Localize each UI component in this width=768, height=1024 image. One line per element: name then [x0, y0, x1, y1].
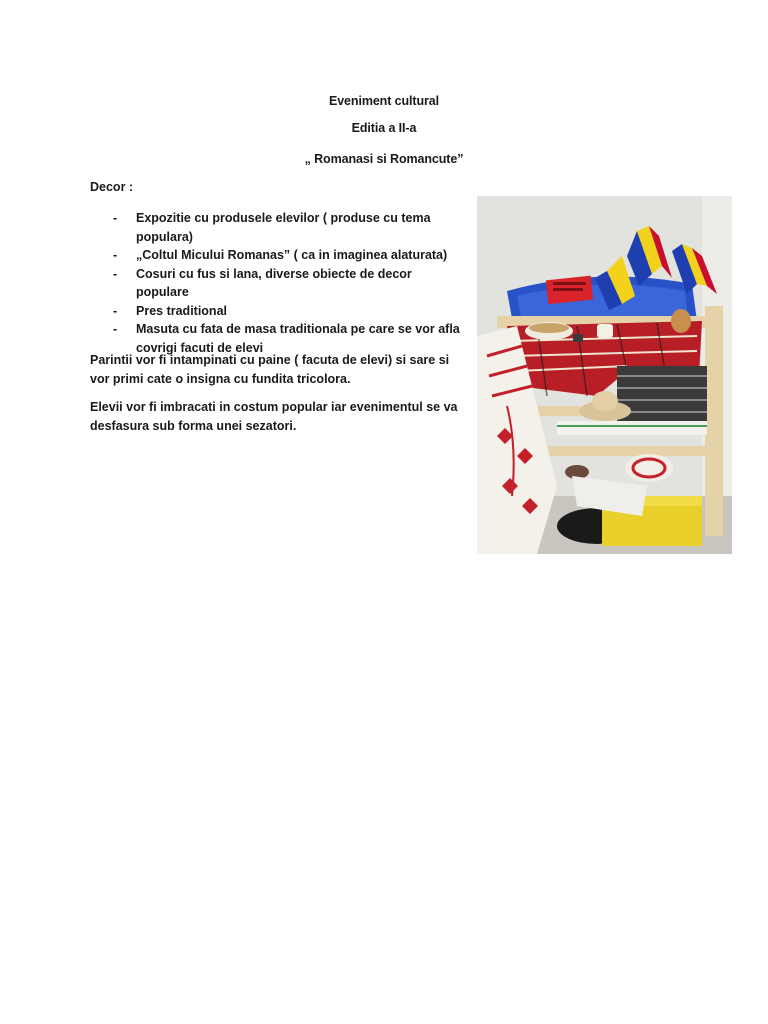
document-title: Eveniment cultural: [328, 94, 440, 108]
dash-bullet: -: [113, 303, 118, 318]
list-item-text: „Coltul Micului Romanas” ( ca in imaginea alaturata): [136, 248, 448, 262]
edition-line: Editia a II-a: [351, 121, 417, 135]
decor-list: [90, 209, 460, 357]
paragraph-students: Elevii vor fi imbracati in costum popular iar evenimentul se va desfasura sub forma unei sezatori.: [90, 400, 458, 433]
list-item: [90, 246, 460, 265]
dash-bullet: -: [113, 266, 118, 281]
list-item: [90, 302, 460, 321]
event-name: „ Romanasi si Romancute”: [304, 152, 464, 166]
dash-bullet: -: [113, 322, 118, 336]
folk-corner-photo-drawing: [477, 196, 732, 554]
list-item-text: Cosuri cu fus si lana, diverse obiecte de decor populare: [136, 266, 412, 299]
list-item-text: Expozitie cu produsele elevilor ( produse cu tema populara): [136, 211, 431, 244]
folk-corner-photo: [477, 196, 732, 554]
list-item-text: Masuta cu fata de masa traditionala pe care se vor afla covrigi facuti de elevi: [136, 322, 460, 355]
decor-heading: Decor :: [90, 180, 134, 194]
list-item: [90, 265, 460, 302]
list-item: [90, 209, 460, 246]
dash-bullet: -: [113, 211, 118, 225]
dash-bullet: -: [113, 248, 118, 262]
paragraph-parents: Parintii vor fi intampinati cu paine ( facuta de elevi) si sare si vor primi cate o insigna cu fundita tricolora.: [90, 353, 450, 386]
list-item-text: Pres traditional: [136, 303, 227, 318]
